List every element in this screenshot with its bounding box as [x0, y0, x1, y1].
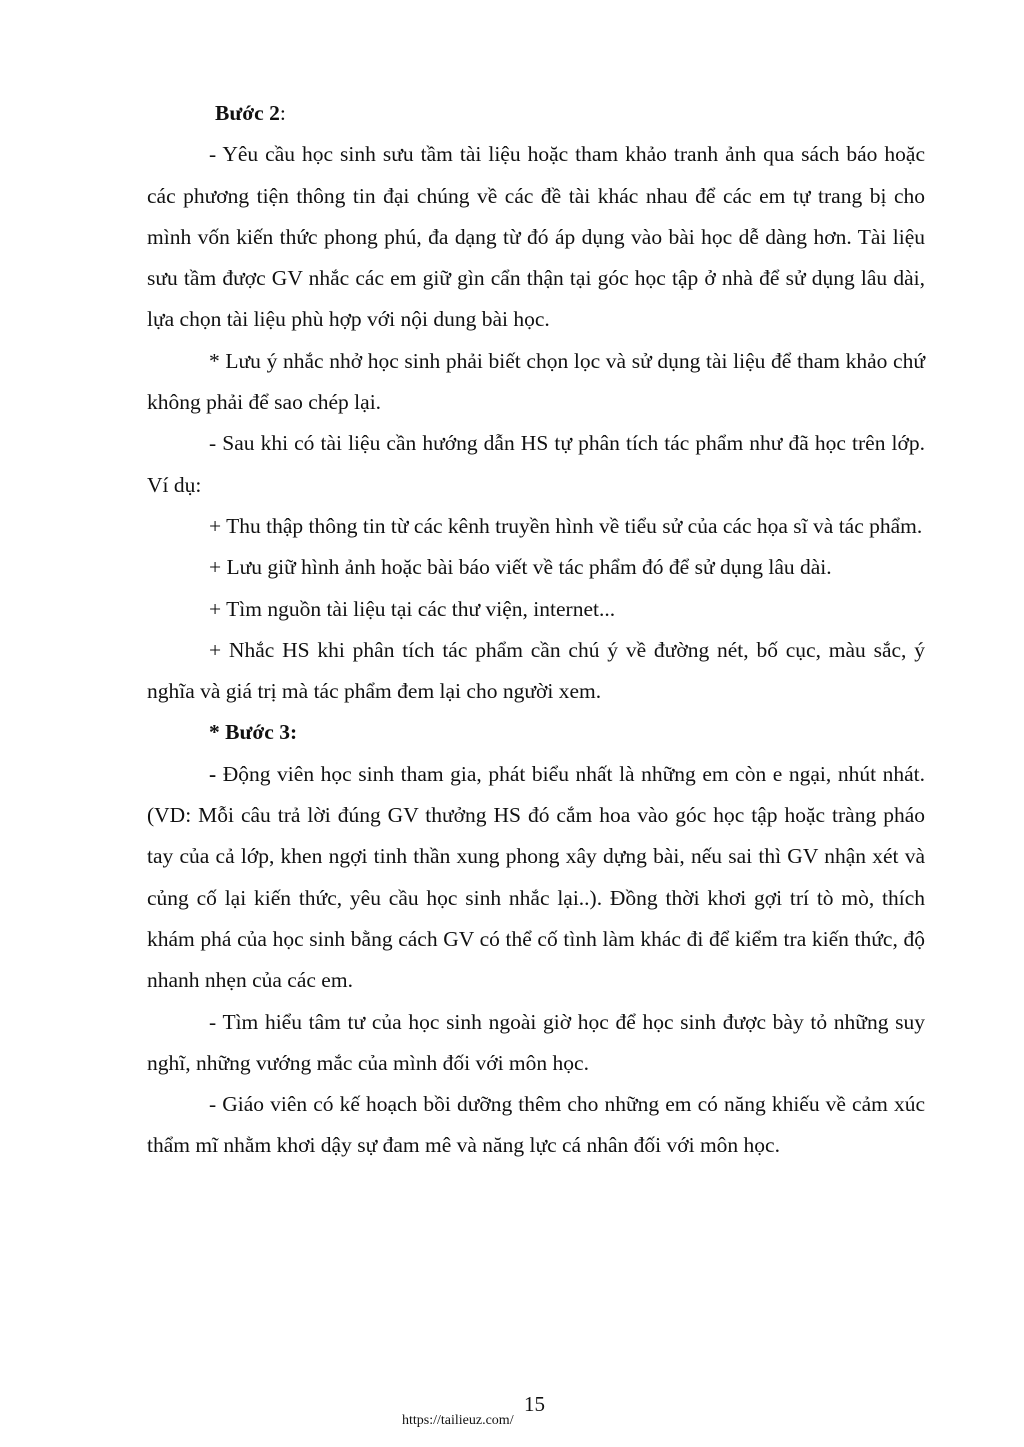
step2-paragraph-2: - Sau khi có tài liệu cần hướng dẫn HS tự phân tích tác phẩm như đã học trên lớp. Ví dụ: — [147, 431, 925, 497]
step2-colon: : — [279, 101, 286, 125]
step2-bullet-4: + Nhắc HS khi phân tích tác phẩm cần chú ý về đường nét, bố cục, màu sắc, ý nghĩa và giá trị mà tác phẩm đem lại cho người xem. — [147, 637, 925, 704]
step3-paragraph-2: - Tìm hiểu tâm tư của học sinh ngoài giờ học để học sinh được bày tỏ những suy nghĩ, những vướng mắc của mình đối với môn học. — [147, 1009, 925, 1075]
step3-paragraph-1 — [147, 754, 925, 1002]
footer-url[interactable]: https://tailieuz.com/ — [402, 1413, 514, 1428]
step2-bullet-3: + Tìm nguồn tài liệu tại các thư viện, internet... — [209, 596, 616, 621]
page-number: 15 — [524, 1392, 545, 1416]
step2-paragraph-1: - Yêu cầu học sinh sưu tầm tài liệu hoặc tham khảo tranh ảnh qua sách báo hoặc các phương tiện thông tin đại chúng về các đề tài khác nhau để các em tự trang bị cho mình vốn kiến thức phong phú, đa dạng từ đó áp dụng vào bài học dễ dàng hơn. Tài liệu sưu tầm được GV nhắc các em giữ gìn cẩn thận tại góc học tập ở nhà để sử dụng lâu dài, lựa chọn tài liệu phù hợp với nội dung bài học. — [147, 142, 925, 332]
step2-note: * Lưu ý nhắc nhở học sinh phải biết chọn lọc và sử dụng tài liệu để tham khảo chứ không phải để sao chép lại. — [147, 348, 925, 415]
step2-bullet-2: + Lưu giữ hình ảnh hoặc bài báo viết về tác phẩm đó để sử dụng lâu dài. — [209, 555, 832, 580]
step2-title: Bước 2 — [215, 101, 280, 125]
step2-heading — [147, 93, 925, 134]
step3-title: * Bước 3: — [209, 720, 298, 745]
document-body — [147, 93, 925, 1167]
step3-dash: - — [209, 761, 217, 786]
step3-paragraph-1-text: Động viên học sinh tham gia, phát biểu nhất là những em còn e ngại, nhút nhát. (VD: Mỗi câu trả lời đúng GV thưởng HS đó cắm hoa vào góc học tập hoặc tràng pháo tay của cả lớp, khen ngợi tinh thần xung phong xây dựng bài, nếu sai thì GV nhận xét và củng cố lại kiến thức, yêu cầu học sinh nhắc lại..). Đồng thời khơi gợi trí tò mò, thích khám phá của học sinh bằng cách GV có thể cố tình làm khác đi để kiểm tra kiến thức, độ nhanh nhẹn của các em. — [147, 761, 925, 993]
step2-bullet-1: + Thu thập thông tin từ các kênh truyền hình về tiểu sử của các họa sĩ và tác phẩm. — [209, 513, 923, 538]
step3-heading — [147, 712, 925, 753]
step3-paragraph-3: - Giáo viên có kế hoạch bồi dưỡng thêm cho những em có năng khiếu về cảm xúc thẩm mĩ nhằm khơi dậy sự đam mê và năng lực cá nhân đối với môn học. — [147, 1092, 925, 1158]
